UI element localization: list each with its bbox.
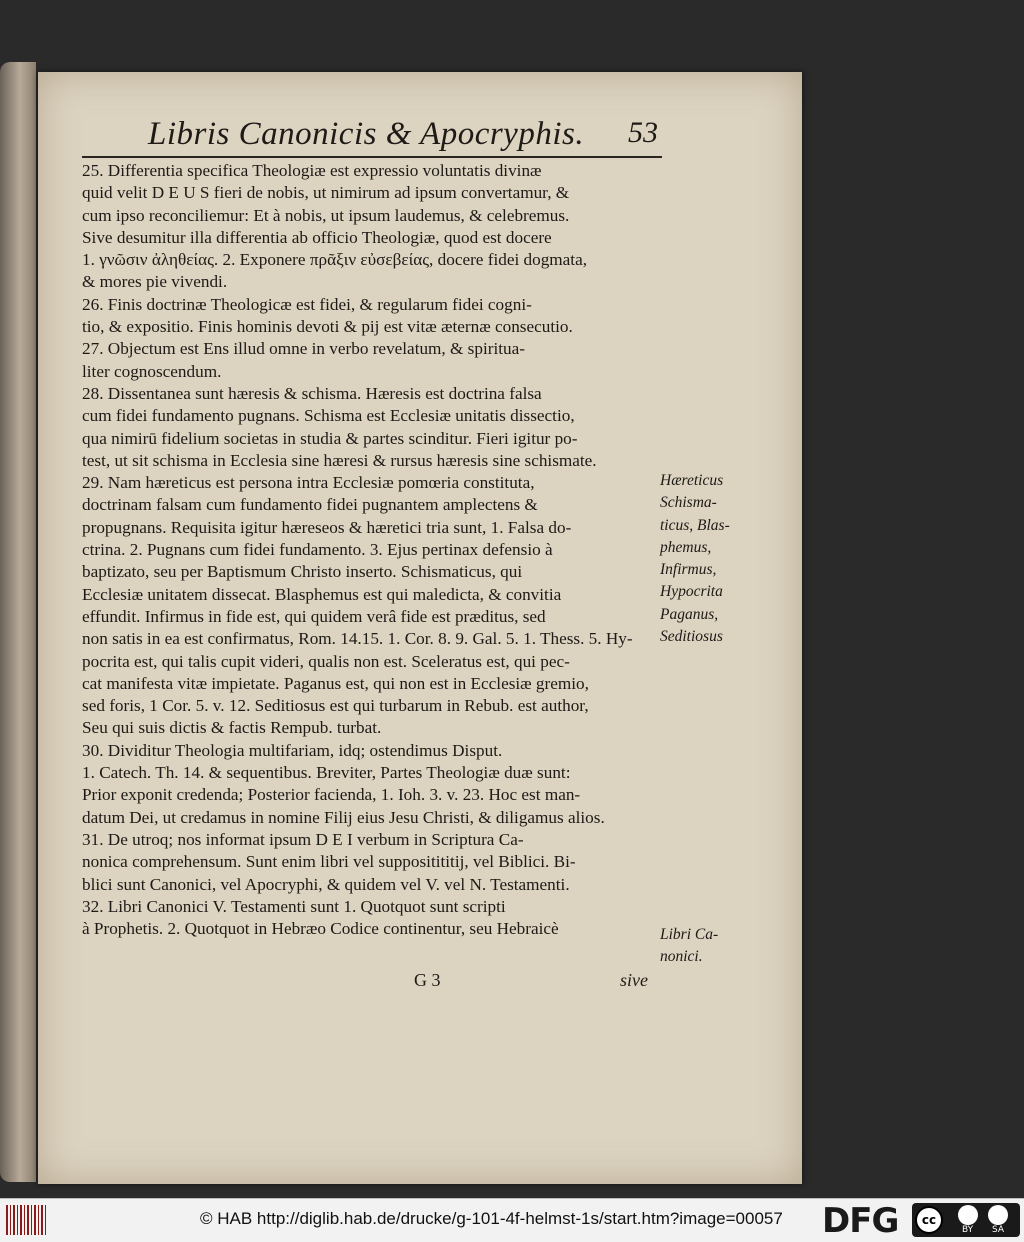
text-line: propugnans. Requisita igitur hæreseos & hæretici tria sunt, 1. Falsa do-: [82, 517, 572, 537]
cc-icon: cc: [915, 1206, 943, 1234]
text-line: baptizato, seu per Baptismum Christo inserto. Schismaticus, qui: [82, 562, 523, 582]
scanned-page: [38, 72, 802, 1184]
cc-license-badge[interactable]: [912, 1203, 1020, 1237]
text-line: & mores pie vivendi.: [82, 272, 228, 292]
footer-bar: [0, 1198, 1024, 1242]
text-line: 32. Libri Canonici V. Testamenti sunt 1. Quotquot sunt scripti: [82, 896, 506, 916]
text-line: quid velit D E U S fieri de nobis, ut nimirum ad ipsum convertamur, &: [82, 183, 570, 203]
text-line: doctrinam falsam cum fundamento fidei pugnantem amplectens &: [82, 495, 538, 515]
text-line: cum fidei fundamento pugnans. Schisma est Ecclesiæ unitatis dissectio,: [82, 406, 575, 426]
page-number: 53: [628, 116, 658, 149]
text-line: pocrita est, qui talis cupit videri, qualis non est. Sceleratus est, qui pec-: [82, 651, 570, 671]
signature-mark: G 3: [414, 970, 441, 990]
text-line: 25. Differentia specifica Theologiæ est expressio voluntatis divinæ: [82, 161, 542, 180]
text-line: blici sunt Canonici, vel Apocryphi, & quidem vel V. vel N. Testamenti.: [82, 874, 570, 894]
previous-page-edge: [0, 62, 36, 1182]
catchword: sive: [620, 970, 648, 990]
text-line: datum Dei, ut credamus in nomine Filij eius Jesu Christi, & diligamus alios.: [82, 807, 605, 827]
text-line: 1. Catech. Th. 14. & sequentibus. Breviter, Partes Theologiæ duæ sunt:: [82, 763, 571, 783]
text-line: Prior exponit credenda; Posterior facienda, 1. Ioh. 3. v. 23. Hoc est man-: [82, 785, 581, 805]
body-text: [82, 160, 668, 940]
dfg-logo[interactable]: DFG: [822, 1201, 899, 1241]
margin-note: nonici.: [660, 948, 703, 966]
text-line: Seu qui suis dictis & factis Rempub. turbat.: [82, 718, 382, 738]
text-line: à Prophetis. 2. Quotquot in Hebræo Codice continentur, seu Hebraicè: [82, 919, 559, 939]
text-line: qua nimirū fidelium societas in studia & partes scinditur. Fieri igitur po-: [82, 428, 578, 448]
text-line: tio, & expositio. Finis hominis devoti & pij est vitæ æternæ consecutio.: [82, 317, 573, 337]
text-line: nonica comprehensum. Sunt enim libri vel suppositititij, vel Biblici. Bi-: [82, 852, 576, 872]
running-head: Libris Canonicis & Apocryphis.: [148, 116, 585, 152]
margin-note: phemus,: [660, 538, 712, 556]
text-line: test, ut sit schisma in Ecclesia sine hæresi & rursus hæresis sine schismate.: [82, 450, 597, 470]
margin-note: Hypocrita: [660, 583, 723, 601]
text-line: 30. Dividitur Theologia multifariam, idq; ostendimus Disput.: [82, 740, 503, 760]
margin-notes-second: [660, 924, 800, 969]
text-line: Sive desumitur illa differentia ab officio Theologiæ, quod est docere: [82, 227, 552, 247]
text-line: cat manifesta vitæ impietate. Paganus est, qui non est in Ecclesiæ gremio,: [82, 673, 589, 693]
margin-note: Paganus,: [660, 605, 719, 623]
by-icon: [958, 1205, 978, 1225]
text-line: 28. Dissentanea sunt hæresis & schisma. Hæresis est doctrina falsa: [82, 383, 542, 403]
text-line: liter cognoscendum.: [82, 361, 222, 381]
margin-notes: [660, 470, 800, 648]
text-line: 1. γνῶσιν ἀληθείας. 2. Exponere πρᾶξιν εὐσεβείας, docere fidei dogmata,: [82, 250, 588, 270]
margin-note: Libri Ca-: [660, 926, 719, 943]
text-line: Ecclesiæ unitatem dissecat. Blasphemus est qui maledicta, & convitia: [82, 584, 562, 604]
text-line: ctrina. 2. Pugnans cum fidei fundamento. 3. Ejus pertinax defensio à: [82, 540, 553, 560]
sa-icon: [988, 1205, 1008, 1225]
text-line: sed foris, 1 Cor. 5. v. 12. Seditiosus est qui turbarum in Rebub. est author,: [82, 696, 589, 716]
text-line: effundit. Infirmus in fide est, qui quidem verâ fide est præditus, sed: [82, 606, 546, 626]
margin-note: ticus, Blas-: [660, 516, 730, 534]
hab-logo-icon[interactable]: [6, 1205, 48, 1235]
margin-note: Infirmus,: [660, 561, 717, 579]
text-line: non satis in ea est confirmatus, Rom. 14.15. 1. Cor. 8. 9. Gal. 5. 1. Thess. 5. Hy-: [82, 629, 633, 649]
text-line: cum ipso reconciliemur: Et à nobis, ut ipsum laudemus, & celebremus.: [82, 205, 570, 225]
margin-note: Hæreticus: [660, 472, 724, 489]
text-line: 27. Objectum est Ens illud omne in verbo revelatum, & spiritua-: [82, 339, 525, 359]
margin-note: Seditiosus: [660, 628, 723, 646]
copyright-link[interactable]: © HAB http://diglib.hab.de/drucke/g-101-4f-helmst-1s/start.htm?image=00057: [200, 1209, 783, 1228]
header-rule: [82, 156, 662, 158]
text-line: 29. Nam hæreticus est persona intra Ecclesiæ pomœria constituta,: [82, 473, 535, 493]
text-line: 31. De utroq; nos informat ipsum D E I verbum in Scriptura Ca-: [82, 829, 524, 849]
sa-label: SA: [992, 1225, 1005, 1235]
text-line: 26. Finis doctrinæ Theologicæ est fidei, & regularum fidei cogni-: [82, 294, 532, 314]
margin-note: Schisma-: [660, 494, 717, 512]
by-label: BY: [962, 1225, 974, 1235]
